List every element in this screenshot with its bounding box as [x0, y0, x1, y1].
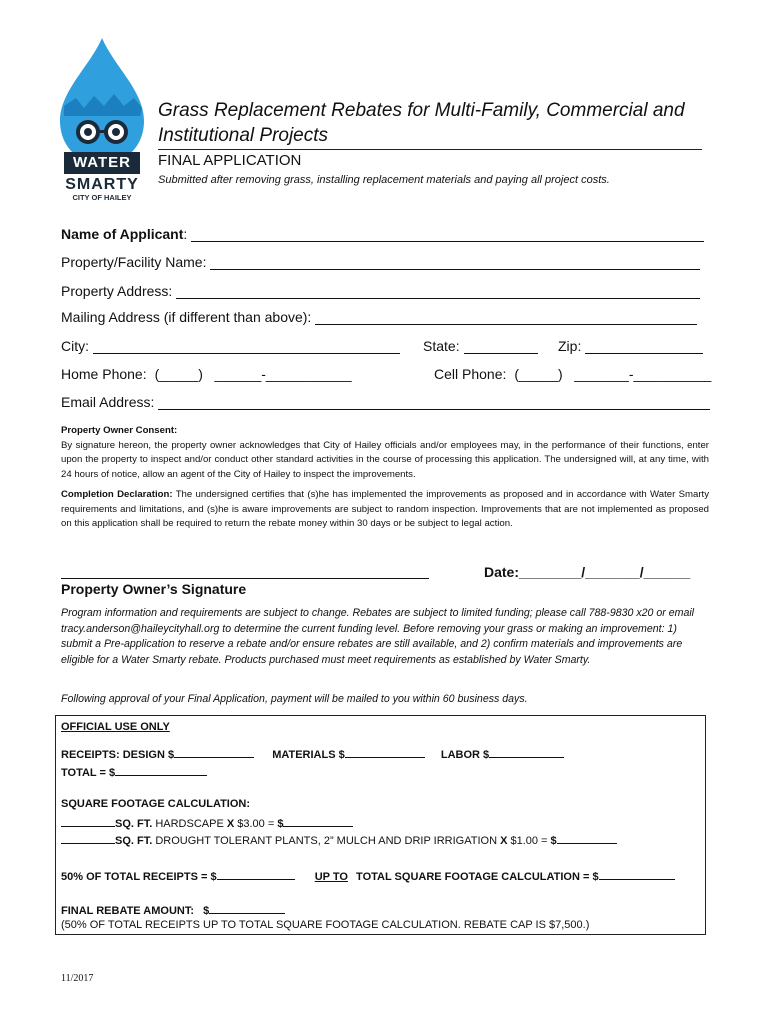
sqft-plants-field[interactable]	[61, 832, 115, 844]
final-rebate-row	[61, 902, 285, 917]
logo-word-city: CITY OF HAILEY	[72, 193, 132, 202]
sqft-plants-text: DROUGHT TOLERANT PLANTS, 2” MULCH AND DRIP IRRIGATION	[152, 835, 501, 847]
materials-field[interactable]	[345, 746, 425, 758]
payment-info: Following approval of your Final Application, payment will be mailed to you within 60 business days.	[61, 693, 528, 705]
sqft-hardscape-dollar: $	[277, 818, 284, 830]
sqft-hardscape-row	[61, 815, 353, 830]
signature-field[interactable]	[61, 578, 429, 579]
property-address-field[interactable]	[176, 284, 700, 299]
property-name-field[interactable]	[210, 255, 700, 270]
total-row	[61, 764, 207, 779]
cell-phone-row	[434, 366, 711, 382]
sqft-heading: SQUARE FOOTAGE CALCULATION:	[61, 798, 251, 810]
labor-label: LABOR $	[440, 749, 490, 761]
date-field[interactable]: Date:________/_______/______	[484, 564, 691, 580]
pct-receipts-field[interactable]	[217, 868, 295, 880]
mailing-address-label: Mailing Address (if different than above):	[61, 309, 312, 325]
property-address-row	[61, 283, 700, 299]
zip-row	[558, 338, 703, 354]
cell-phone-label: Cell Phone:	[434, 366, 507, 382]
sqft-hardscape-unit: SQ. FT.	[115, 818, 153, 830]
submission-note: Submitted after removing grass, installing replacement materials and paying all project costs.	[158, 174, 610, 186]
page-title: Grass Replacement Rebates for Multi-Family, Commercial and Institutional Projects	[158, 100, 685, 146]
home-phone-label: Home Phone:	[61, 366, 147, 382]
official-use-heading: OFFICIAL USE ONLY	[61, 721, 170, 733]
page-subtitle: FINAL APPLICATION	[158, 152, 302, 169]
sqft-plants-unit: SQ. FT.	[115, 835, 153, 847]
total-sqft-label: TOTAL SQUARE FOOTAGE CALCULATION = $	[356, 871, 599, 883]
signature-label: Property Owner’s Signature	[61, 581, 247, 597]
consent-text: By signature hereon, the property owner acknowledges that City of Hailey officials and/or employees may, in the performance of their functions, enter upon the property to inspect and/or conduct other standard activities in the course of processing this application. The undersigned will, at any time, with 24 hours of notice, allow an agent of the City of Hailey to inspect the improvements.	[61, 439, 709, 480]
total-label: TOTAL = $	[61, 767, 116, 779]
final-rebate-field[interactable]	[209, 902, 285, 914]
pct-row	[61, 868, 675, 883]
sqft-plants-row	[61, 832, 617, 847]
final-rebate-label: FINAL REBATE AMOUNT: $	[61, 905, 210, 917]
declaration-heading: Completion Declaration:	[61, 489, 173, 500]
applicant-name-label: Name of Applicant	[61, 226, 184, 242]
pct-receipts-label: 50% OF TOTAL RECEIPTS = $	[61, 871, 217, 883]
applicant-name-field[interactable]	[191, 227, 704, 242]
sqft-hardscape-field[interactable]	[61, 815, 115, 827]
applicant-name-row	[61, 226, 704, 242]
email-field[interactable]	[158, 395, 710, 410]
receipts-design-label: RECEIPTS: DESIGN $	[61, 749, 175, 761]
property-address-label: Property Address:	[61, 283, 173, 299]
total-sqft-field[interactable]	[599, 868, 675, 880]
logo-word-smarty: SMARTY	[65, 176, 139, 193]
property-owner-consent	[61, 424, 709, 482]
declaration-text: The undersigned certifies that (s)he has implemented the improvements as proposed and in accordance with Water Smarty requirements and limitations, and (s)he is aware improvements are subject to random inspection. Improvements that are not implemented as proposed on this application shall be required to return the rebate money within 30 days or be subject to legal action.	[61, 489, 709, 529]
rebate-note: (50% OF TOTAL RECEIPTS UP TO TOTAL SQUARE FOOTAGE CALCULATION. REBATE CAP IS $7,500.)	[61, 919, 590, 931]
sqft-hardscape-x: X	[226, 818, 235, 830]
mailing-address-row	[61, 309, 697, 325]
applicant-name-colon: :	[183, 226, 188, 242]
materials-label: MATERIALS $	[272, 749, 345, 761]
city-row	[61, 338, 400, 354]
total-field[interactable]	[115, 764, 207, 776]
home-phone-row	[61, 366, 352, 382]
state-row	[423, 338, 538, 354]
receipts-design-field[interactable]	[174, 746, 254, 758]
program-info: Program information and requirements are subject to change. Rebates are subject to limited funding; please call 788-9830 x20 or email tracy.anderson@haileycityhall.org to determine the current funding level. Before removing your grass or making an improvement: 1) submit a Pre-application to reserve a rebate and/or ensure rebates are still available, and 2) confirm materials and improvements are eligible for a Water Smarty rebate. Products purchased must meet requirements as established by Water Smarty.	[61, 607, 695, 666]
sqft-plants-rate: $1.00 =	[507, 835, 551, 847]
state-label: State:	[423, 338, 460, 354]
title-divider	[158, 149, 702, 150]
sqft-plants-dollar: $	[550, 835, 557, 847]
sqft-plants-x: X	[500, 835, 508, 847]
consent-heading: Property Owner Consent:	[61, 425, 178, 436]
cell-phone-field[interactable]: (_____) _______-__________	[514, 366, 712, 382]
home-phone-field[interactable]: (_____) ______-___________	[154, 366, 352, 382]
city-field[interactable]	[93, 339, 400, 354]
sqft-plants-amount-field[interactable]	[557, 832, 617, 844]
labor-field[interactable]	[489, 746, 564, 758]
property-name-label: Property/Facility Name:	[61, 254, 207, 270]
completion-declaration	[61, 488, 709, 532]
water-smarty-logo	[54, 36, 150, 206]
mailing-address-field[interactable]	[315, 310, 697, 325]
up-to-label: UP TO	[314, 871, 348, 883]
city-label: City:	[61, 338, 89, 354]
state-field[interactable]	[464, 339, 538, 354]
sqft-hardscape-rate: $3.00 =	[234, 818, 278, 830]
zip-label: Zip:	[558, 338, 582, 354]
receipts-row	[61, 746, 564, 761]
email-row	[61, 394, 710, 410]
zip-field[interactable]	[585, 339, 703, 354]
property-name-row	[61, 254, 700, 270]
revision-date: 11/2017	[61, 973, 94, 984]
logo-word-water: WATER	[72, 154, 132, 171]
sqft-hardscape-amount-field[interactable]	[283, 815, 353, 827]
sqft-hardscape-text: HARDSCAPE	[152, 818, 227, 830]
email-label: Email Address:	[61, 394, 155, 410]
